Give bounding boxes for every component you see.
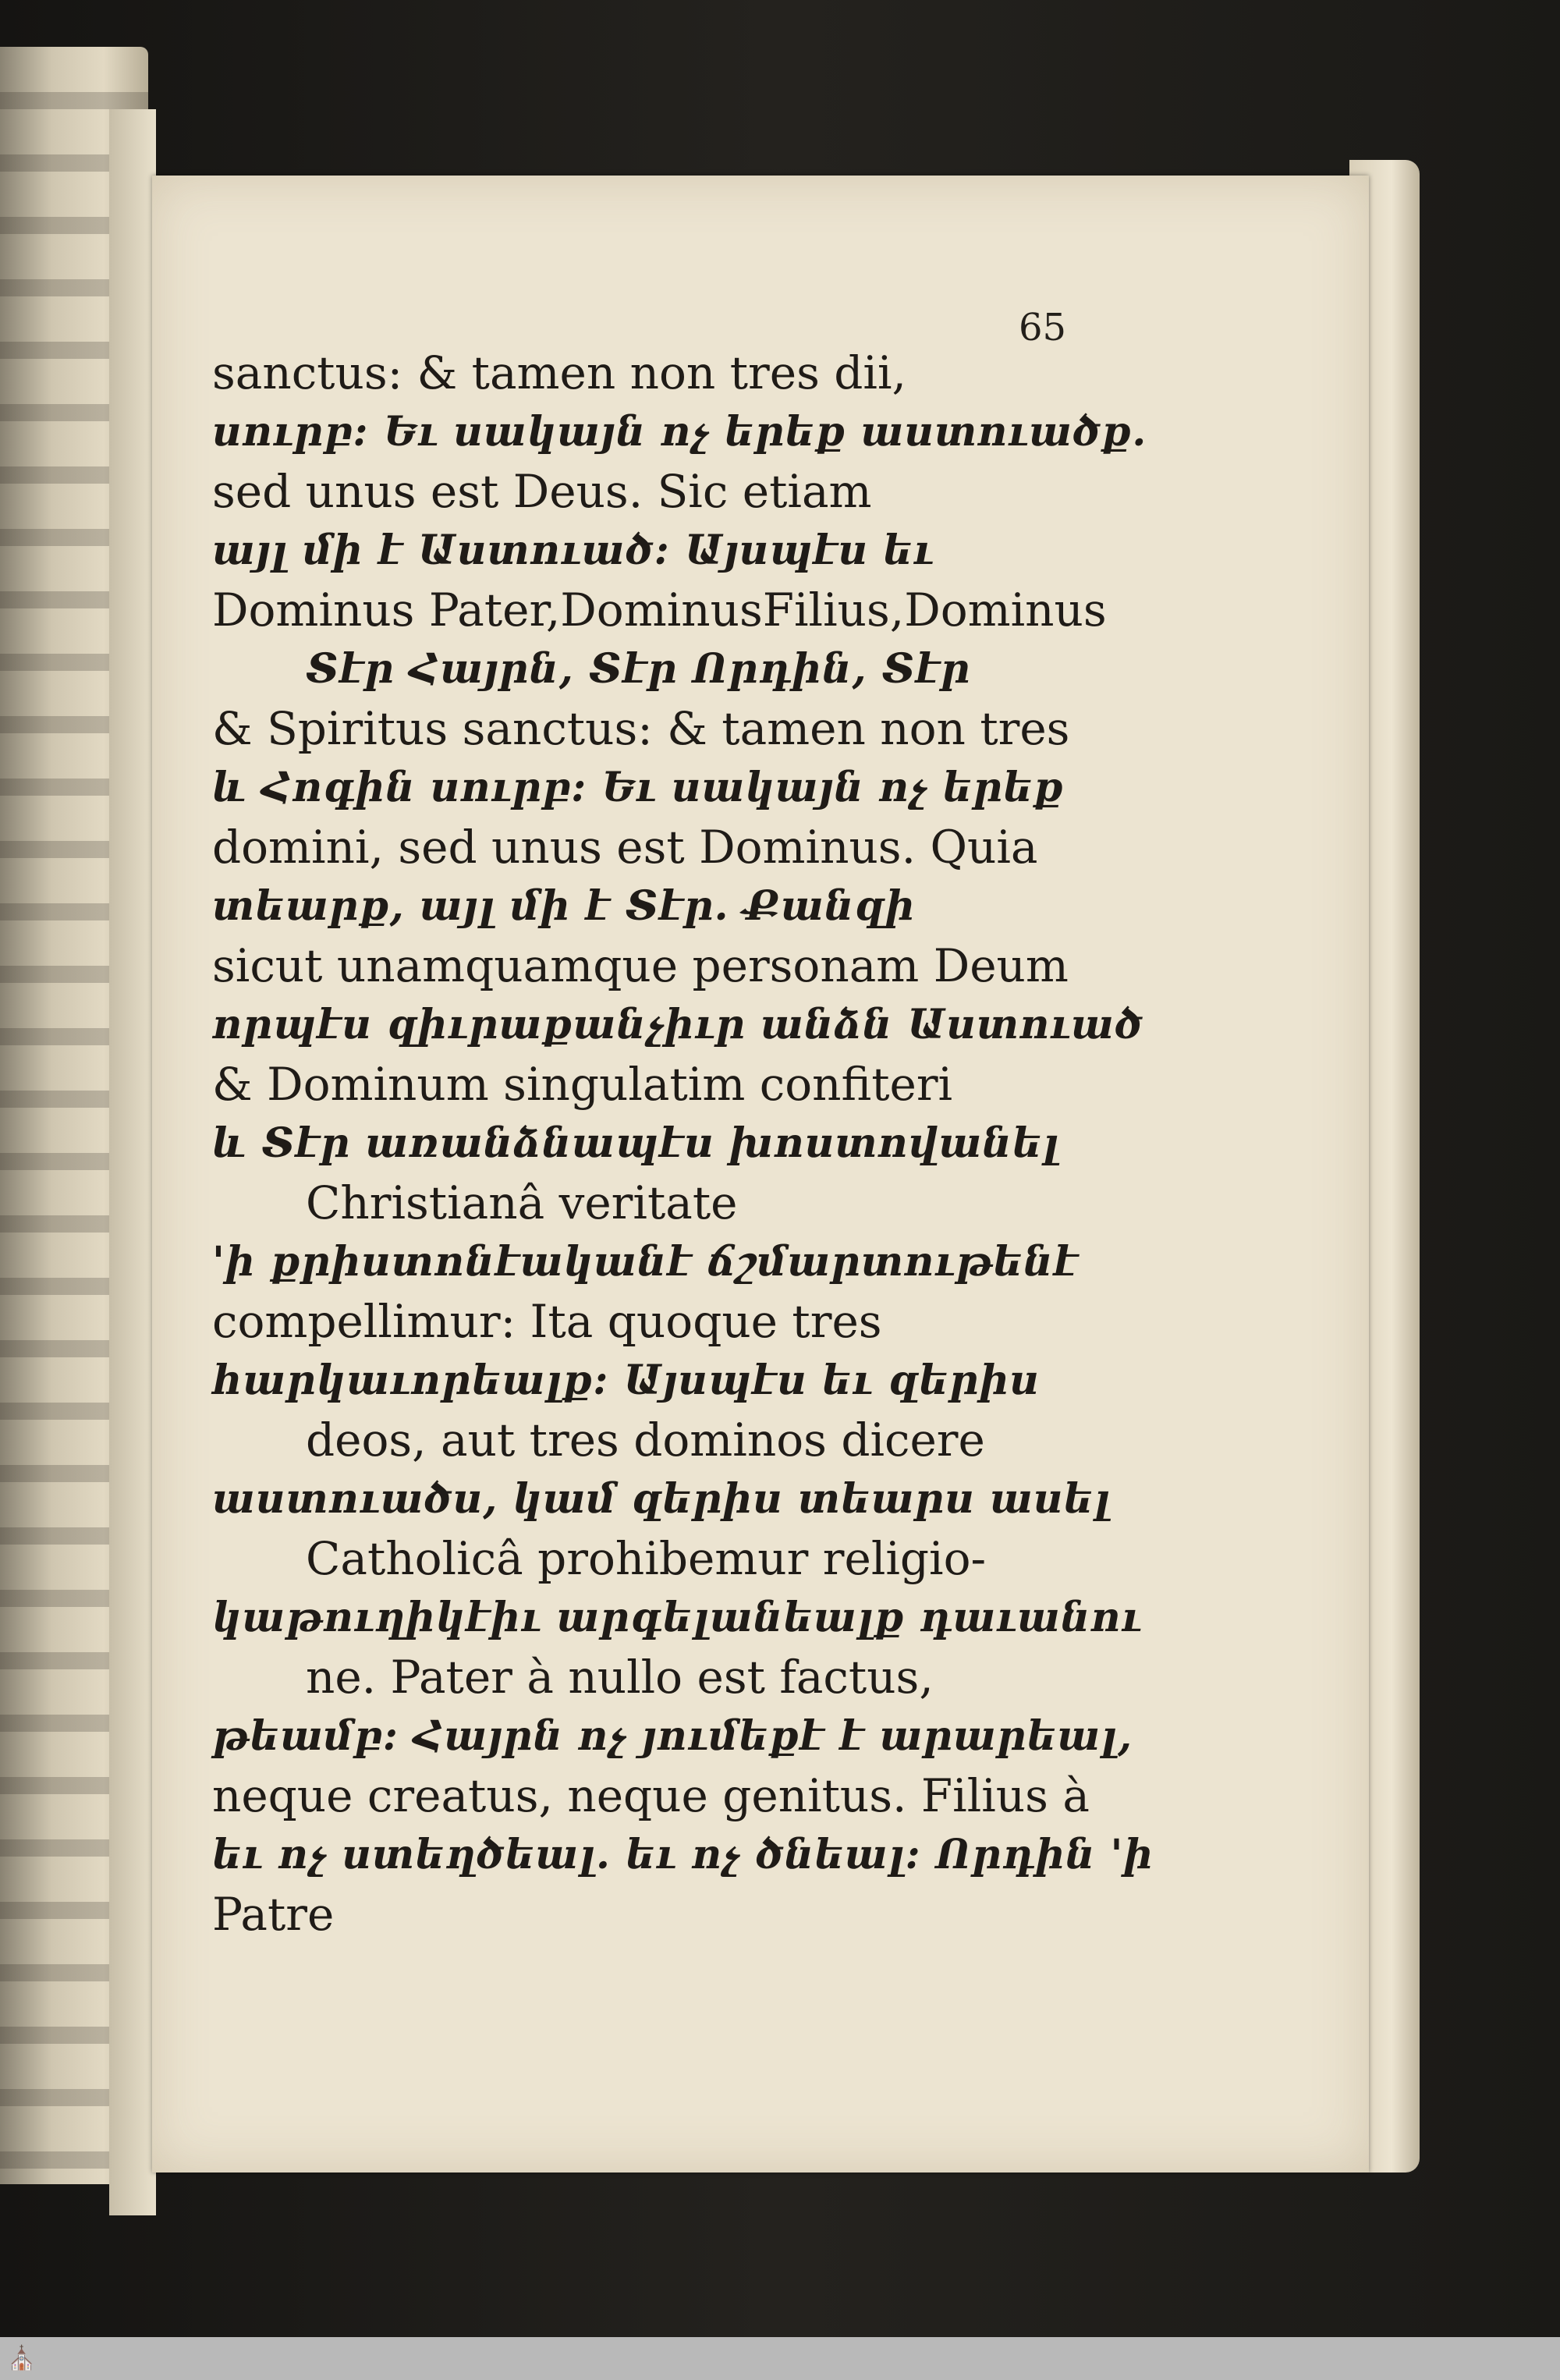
text-line-armenian: կաթուղիկէիւ արգելանեալք դաւանու: [212, 1594, 1143, 1641]
text-line-latin: & Spiritus sanctus: & tamen non tres: [212, 702, 1070, 755]
text-line-latin: & Dominum singulatim confiteri: [212, 1058, 953, 1111]
book-gutter: [109, 109, 156, 2215]
viewer-footer-bar: [0, 2337, 1560, 2380]
text-line-armenian: թեամբ: Հայրն ոչ յումեքէ է արարեալ,: [212, 1712, 1133, 1760]
text-line-armenian: և Հոգին սուրբ: Եւ սակայն ոչ երեք: [212, 764, 1065, 811]
text-line-latin: neque creatus, neque genitus. Filius à: [212, 1769, 1090, 1822]
text-line-armenian: Տէր Հայրն, Տէր Որդին, Տէր: [306, 645, 971, 693]
catchword: Patre: [212, 1888, 335, 1941]
text-line-latin: sanctus: & tamen non tres dii,: [212, 346, 906, 399]
library-logo-icon: ⛪: [7, 2345, 37, 2372]
text-line-latin: deos, aut tres dominos dicere: [306, 1413, 985, 1467]
text-line-armenian: և Տէր առանձնապէս խոստովանել: [212, 1119, 1060, 1167]
page-number: 65: [1019, 306, 1067, 349]
text-line-latin: Dominus Pater,DominusFilius,Dominus: [212, 583, 1107, 637]
text-line-armenian: աստուածս, կամ զերիս տեարս ասել: [212, 1475, 1112, 1523]
text-line-latin: sed unus est Deus. Sic etiam: [212, 465, 872, 518]
text-line-armenian: տեարք, այլ մի է Տէր. Քանզի: [212, 882, 916, 930]
text-line-armenian: եւ ոչ ստեղծեալ. եւ ոչ ծնեալ: Որդին 'ի: [212, 1831, 1154, 1878]
text-line-armenian: որպէս զիւրաքանչիւր անձն Աստուած: [212, 1001, 1143, 1048]
text-line-armenian: սուրբ: Եւ սակայն ոչ երեք աստուածք.: [212, 408, 1147, 456]
text-line-latin: domini, sed unus est Dominus. Quia: [212, 821, 1038, 874]
text-line-armenian: հարկաւորեալք: Այսպէս եւ զերիս: [212, 1357, 1040, 1404]
text-line-latin: Christianâ veritate: [306, 1176, 738, 1229]
text-line-latin: compellimur: Ita quoque tres: [212, 1295, 882, 1348]
text-line-latin: sicut unamquamque personam Deum: [212, 939, 1069, 992]
text-line-armenian: այլ մի է Աստուած: Այսպէս եւ: [212, 527, 934, 574]
text-line-latin: ne. Pater à nullo est factus,: [306, 1651, 934, 1704]
text-line-armenian: 'ի քրիստոնէականէ ճշմարտութենէ: [212, 1238, 1079, 1286]
text-block: [212, 343, 1154, 1944]
text-line-latin: Catholicâ prohibemur religio-: [306, 1532, 987, 1585]
